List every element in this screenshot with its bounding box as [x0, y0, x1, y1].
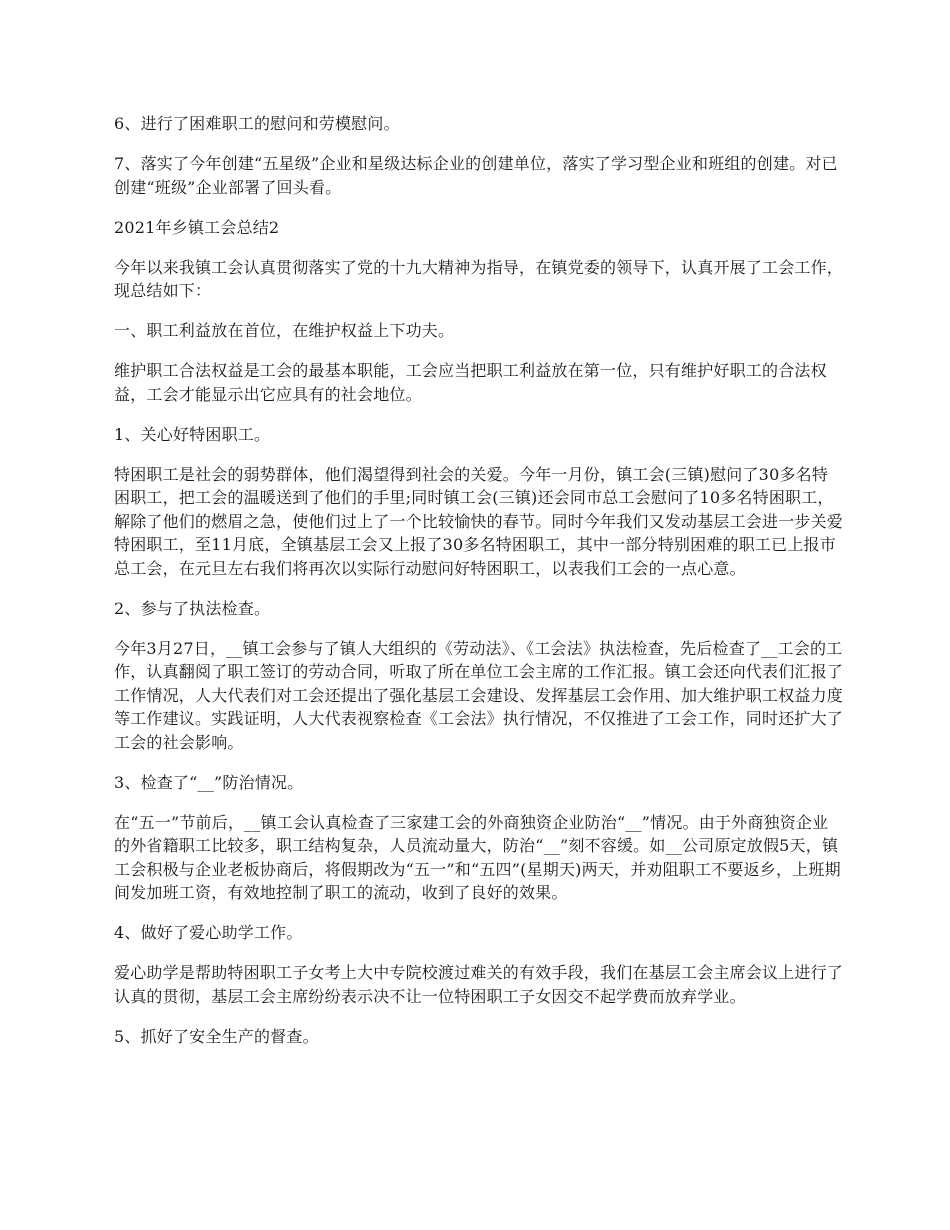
section-title: 2021年乡镇工会总结2: [114, 217, 280, 237]
document-body: [114, 112, 844, 1065]
subheading-2: 2、参与了执法检查。: [114, 598, 271, 618]
list-item-7: 7、落实了今年创建“五星级”企业和星级达标企业的创建单位，落实了学习型企业和班组的创建。对已创建“班级”企业部署了回头看。: [114, 154, 838, 197]
body-paragraph: 今年3月27日，__镇工会参与了镇人大组织的《劳动法》、《工会法》执法检查，先后检查了__工会的工作，认真翻阅了职工签订的劳动合同，听取了所在单位工会主席的工作汇报。镇工会还向代表们汇报了工作情况，人大代表们对工会还提出了强化基层工会建设、发挥基层工会作用、加大维护职工权益力度等工作建议。实践证明，人大代表视察检查《工会法》执行情况，不仅推进了工会工作，同时还扩大了工会的社会影响。: [114, 638, 844, 752]
body-paragraph: 维护职工合法权益是工会的最基本职能，工会应当把职工利益放在第一位，只有维护好职工的合法权益，工会才能显示出它应具有的社会地位。: [114, 361, 827, 404]
subheading-3: 3、检查了“__”防治情况。: [114, 772, 304, 792]
intro-paragraph: 今年以来我镇工会认真贯彻落实了党的十九大精神为指导，在镇党委的领导下，认真开展了工会工作，现总结如下：: [114, 257, 844, 300]
body-paragraph: 爱心助学是帮助特困职工子女考上大中专院校渡过难关的有效手段，我们在基层工会主席会议上进行了认真的贯彻，基层工会主席纷纷表示决不让一位特困职工子女因交不起学费而放弃学业。: [114, 963, 844, 1006]
section-heading-1: 一、职工利益放在首位，在维护权益上下功夫。: [114, 321, 455, 340]
subheading-5: 5、抓好了安全生产的督查。: [114, 1026, 319, 1046]
body-paragraph: 特困职工是社会的弱势群体，他们渴望得到社会的关爱。今年一月份，镇工会(三镇)慰问了30多名特困职工，把工会的温暖送到了他们的手里;同时镇工会(三镇)还会同市总工会慰问了10多名特困职工，解除了他们的燃眉之急，使他们过上了一个比较愉快的春节。同时今年我们又发动基层工会进一步关爱特困职工，至11月底，全镇基层工会又上报了30多名特困职工，其中一部分特别困难的职工已上报市总工会，在元旦左右我们将再次以实际行动慰问好特困职工，以表我们工会的一点心意。: [114, 464, 844, 578]
subheading-4: 4、做好了爱心助学工作。: [114, 923, 303, 942]
list-item-6: 6、进行了困难职工的慰问和劳模慰问。: [114, 114, 400, 133]
body-paragraph: 在“五一”节前后，__镇工会认真检查了三家建工会的外商独资企业防治“__”情况。由于外商独资企业的外省籍职工比较多，职工结构复杂，人员流动量大，防治“__”刻不容缓。如__公司原定放假5天，镇工会积极与企业老板协商后，将假期改为“五一”和“五四”(星期天)两天，并劝阻职工不要返乡，上班期间发加班工资，有效地控制了职工的流动，收到了良好的效果。: [114, 812, 841, 902]
subheading-1: 1、关心好特困职工。: [114, 424, 271, 444]
